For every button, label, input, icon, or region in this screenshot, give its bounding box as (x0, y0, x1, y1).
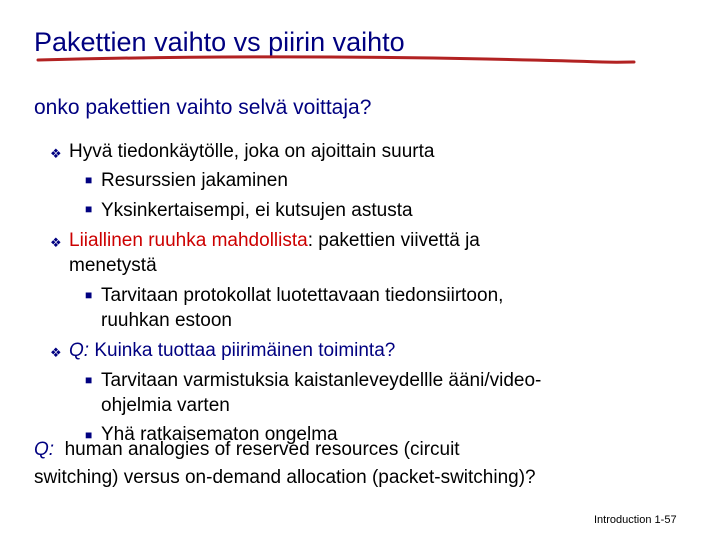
title-underline (36, 54, 636, 66)
square-bullet-icon: ■ (85, 428, 93, 442)
bullet-3-sub-1-line2: ohjelmia varten (101, 395, 230, 416)
bullet-1-sub-1: Resurssien jakaminen (101, 170, 288, 191)
bullet-2-text (69, 230, 480, 252)
slide-footer (594, 514, 677, 526)
square-bullet-icon: ■ (85, 288, 93, 302)
bullet-3-q: Q: (69, 340, 90, 361)
bullet-1-sub-2: Yksinkertaisempi, ei kutsujen astusta (101, 200, 413, 221)
question-line-1 (34, 439, 460, 461)
bullet-3-question: Kuinka tuottaa piirimäinen toiminta? (89, 340, 396, 361)
square-bullet-icon: ■ (85, 373, 93, 387)
page-title: Pakettien vaihto vs piirin vaihto (34, 27, 405, 57)
bullet-3-sub-2: Yhä ratkaisematon ongelma (101, 424, 338, 445)
question-q: Q: (34, 439, 55, 460)
bullet-2-highlight: Liiallinen ruuhka mahdollista (69, 230, 308, 251)
bullet-2-sub-1-line2: ruuhkan estoon (101, 310, 232, 331)
bullet-3-text (69, 340, 395, 362)
diamond-bullet-icon: ❖ (50, 146, 62, 161)
diamond-bullet-icon: ❖ (50, 345, 62, 360)
bullet-2-text-line2: menetystä (69, 255, 157, 276)
question-text-1: human analogies of reserved resources (circuit (54, 439, 460, 460)
bullet-1-text: Hyvä tiedonkäytölle, joka on ajoittain suurta (69, 141, 435, 162)
square-bullet-icon: ■ (85, 202, 93, 216)
footer-page: 1-57 (654, 514, 677, 526)
bullet-2-sub-1-line1: Tarvitaan protokollat luotettavaan tiedonsiirtoon, (101, 285, 504, 306)
bullet-2-rest: : pakettien viivettä ja (307, 230, 480, 251)
diamond-bullet-icon: ❖ (50, 235, 62, 250)
bullet-3-sub-1-line1: Tarvitaan varmistuksia kaistanleveydellle ääni/video- (101, 370, 542, 391)
question-line-2: switching) versus on-demand allocation (packet-switching)? (34, 467, 536, 488)
square-bullet-icon: ■ (85, 173, 93, 187)
subtitle: onko pakettien vaihto selvä voittaja? (34, 96, 372, 119)
footer-label: Introduction (594, 514, 652, 526)
